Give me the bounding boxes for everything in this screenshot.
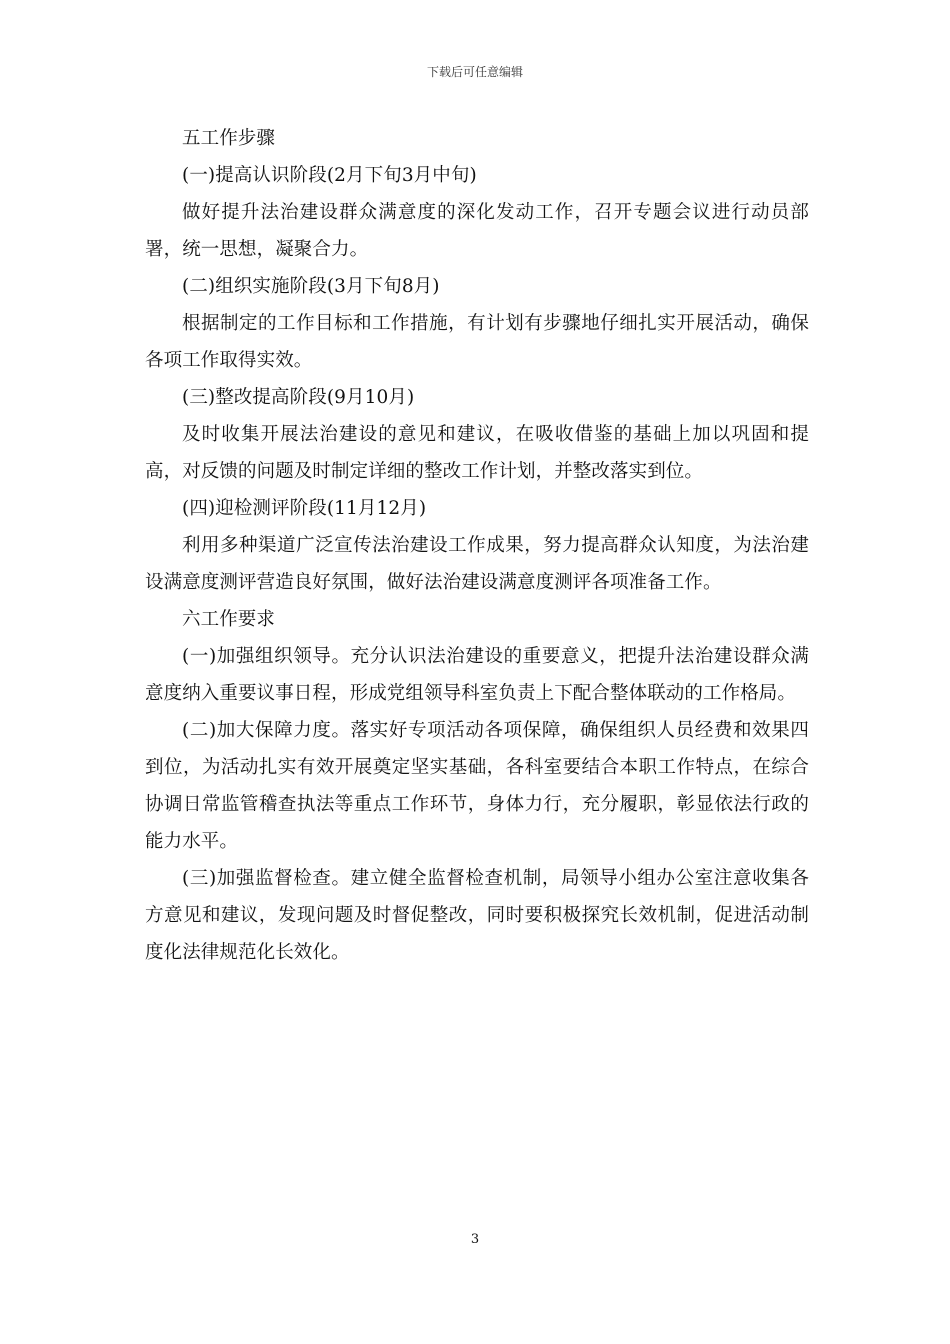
paragraph-stage-1: 做好提升法治建设群众满意度的深化发动工作，召开专题会议进行动员部署，统一思想，凝聚合力。 — [145, 202, 809, 260]
paragraph-requirement-2: (二)加大保障力度。落实好专项活动各项保障，确保组织人员经费和效果四到位，为活动扎实有效开展奠定坚实基础，各科室要结合本职工作特点，在综合协调日常监管稽查执法等重点工作环节，身体力行，充分履职，彰显依法行政的能力水平。 — [145, 720, 809, 852]
subheading-stage-4: (四)迎检测评阶段(11月12月) — [182, 498, 427, 519]
section-heading-work-requirements: 六工作要求 — [182, 609, 276, 630]
subheading-stage-3: (三)整改提高阶段(9月10月) — [182, 387, 415, 408]
paragraph-requirement-1: (一)加强组织领导。充分认识法治建设的重要意义，把提升法治建设群众满意度纳入重要议事日程，形成党组领导科室负责上下配合整体联动的工作格局。 — [145, 646, 809, 704]
page-number: 3 — [470, 1232, 480, 1247]
paragraph-stage-2: 根据制定的工作目标和工作措施，有计划有步骤地仔细扎实开展活动，确保各项工作取得实效。 — [145, 313, 809, 371]
page-header: 下载后可任意编辑 — [426, 65, 523, 79]
paragraph-requirement-3: (三)加强监督检查。建立健全监督检查机制，局领导小组办公室注意收集各方意见和建议，发现问题及时督促整改，同时要积极探究长效机制，促进活动制度化法律规范化长效化。 — [145, 868, 809, 963]
document-body — [145, 120, 809, 971]
paragraph-stage-4: 利用多种渠道广泛宣传法治建设工作成果，努力提高群众认知度，为法治建设满意度测评营造良好氛围，做好法治建设满意度测评各项准备工作。 — [145, 535, 809, 593]
subheading-stage-1: (一)提高认识阶段(2月下旬3月中旬) — [182, 165, 477, 186]
paragraph-stage-3: 及时收集开展法治建设的意见和建议，在吸收借鉴的基础上加以巩固和提高，对反馈的问题及时制定详细的整改工作计划，并整改落实到位。 — [145, 424, 809, 482]
section-heading-work-steps: 五工作步骤 — [182, 128, 276, 149]
subheading-stage-2: (二)组织实施阶段(3月下旬8月) — [182, 276, 440, 297]
